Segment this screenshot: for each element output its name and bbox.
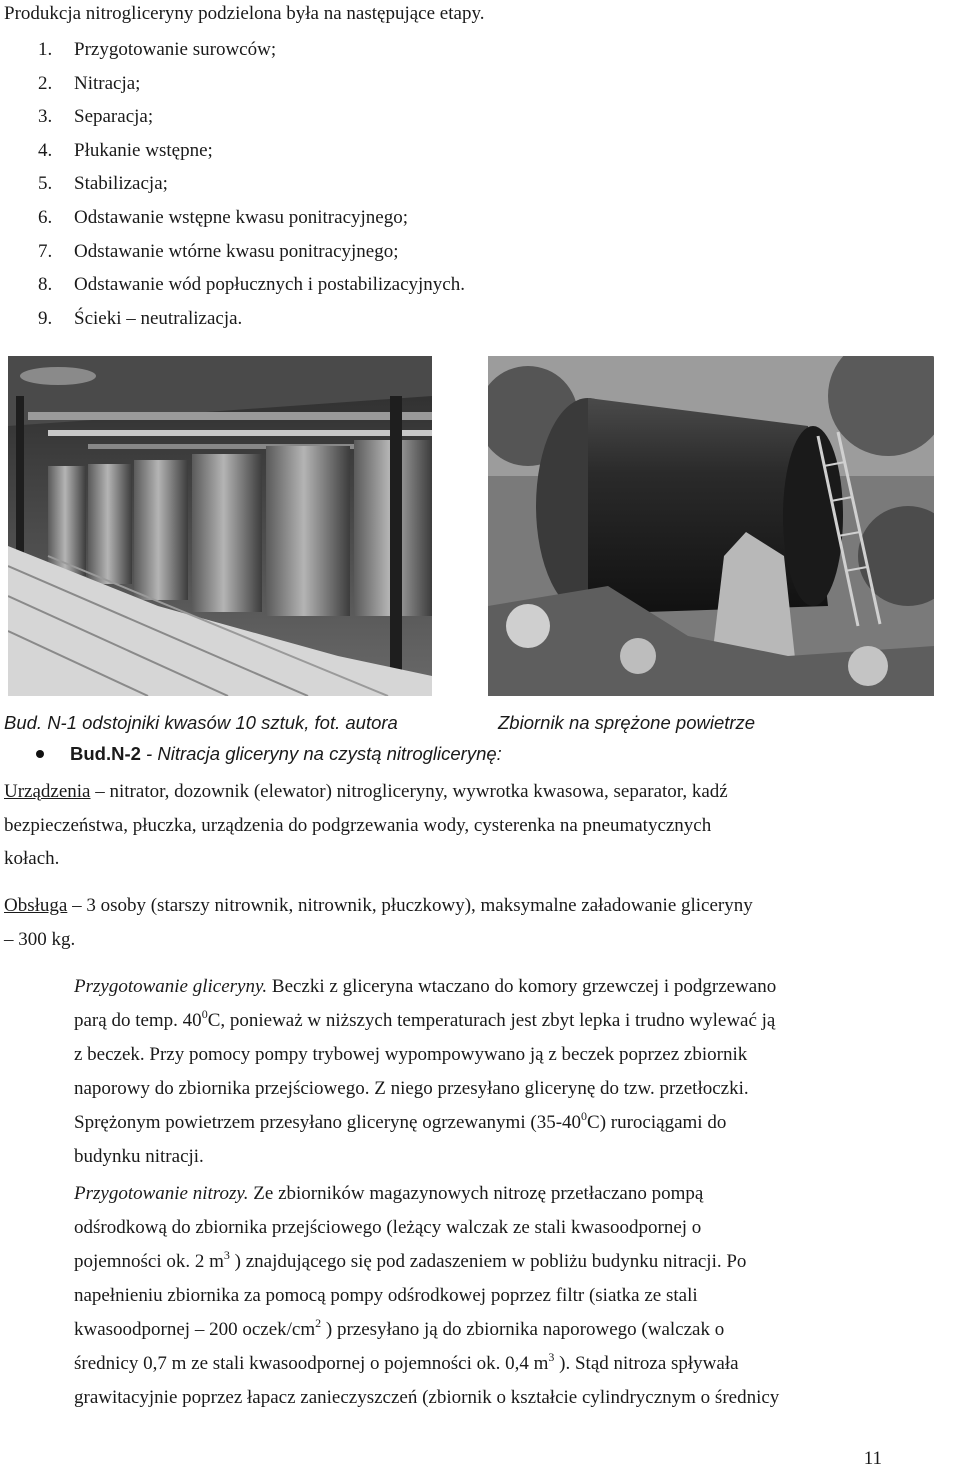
bullet-icon bbox=[36, 750, 44, 758]
photo-air-tank bbox=[488, 356, 934, 696]
section-heading: Bud.N-2 - Nitracja gliceryny na czystą nitroglicerynę: bbox=[36, 741, 502, 768]
devices-label: Urządzenia bbox=[4, 781, 91, 802]
list-item: 5. Stabilizacja; bbox=[38, 173, 168, 195]
nitroza-title: Przygotowanie nitrozy. bbox=[74, 1183, 249, 1204]
list-item: 6. Odstawanie wstępne kwasu ponitracyjnego; bbox=[38, 206, 408, 228]
nitroza-paragraph: Przygotowanie nitrozy. Ze zbiorników magazynowych nitrozę przetłaczano pompą odśrodkową do zbiornika przejściowego (leżący walczak ze stali kwasoodpornej o pojemności ok. 2 $m^3$ ) znajdującego się pod zadaszeniem w pobliżu budynku nitracji. Po napełnieniu zbiornika za pomocą pompy odśrodkowej poprzez filtr (siatka ze stali kwasoodpornej – 200 oczek/$cm^2$ ) przesyłano ją do zbiornika naporowego (walczak o średnicy 0,7 m ze stali kwasoodpornej o pojemności ok. 0,4 $m^3$ ). Stąd nitroza spływała grawitacyjnie poprzez łapacz zanieczyszczeń (zbiornik o kształcie cylindrycznym o średnicy bbox=[74, 1183, 780, 1408]
photo-acid-settlers-image bbox=[8, 356, 432, 696]
intro-text: Produkcja nitrogliceryny podzielona była na następujące etapy. bbox=[4, 3, 485, 24]
devices-paragraph: Urządzenia – nitrator, dozownik (elewator) nitrogliceryny, wywrotka kwasowa, separator, kadź bezpieczeństwa, płuczka, urządzenia do podgrzewania wody, cysterenka na pneumatycznych kołach. bbox=[4, 781, 728, 869]
caption-left: Bud. N-1 odstojniki kwasów 10 sztuk, fot. autora bbox=[4, 712, 398, 733]
steps-list bbox=[0, 33, 465, 335]
page-number: 11 bbox=[863, 1448, 882, 1469]
list-item: 1. Przygotowanie surowców; bbox=[38, 39, 277, 60]
list-item: 3. Separacja; bbox=[38, 106, 154, 128]
building-code: Bud.N-2 bbox=[70, 743, 141, 764]
list-item: 4. Płukanie wstępne; bbox=[38, 139, 213, 161]
glycerin-paragraph: Przygotowanie gliceryny. Beczki z gliceryna wtaczano do komory grzewczej i podgrzewano parą do temp. $40^0C$, ponieważ w niższych temperaturach jest zbyt lepka i trudno wylewać ją z beczek. Przy pomocy pompy trybowej wypompowywano ją z beczek poprzez zbiornik naporowy do zbiornika przejściowego. Z niego przesyłano glicerynę do tzw. przetłoczki. Sprężonym powietrzem przesyłano glicerynę ogrzewanymi $(35-40^0C)$ rurociągami do budynku nitracji. bbox=[74, 976, 777, 1167]
list-item: 7. Odstawanie wtórne kwasu ponitracyjnego; bbox=[38, 240, 399, 262]
list-item: 9. Ścieki – neutralizacja. bbox=[38, 307, 243, 329]
service-paragraph: Obsługa – 3 osoby (starszy nitrownik, nitrownik, płuczkowy), maksymalne załadowanie gliceryny – 300 kg. bbox=[4, 895, 753, 950]
caption-right: Zbiornik na sprężone powietrze bbox=[498, 712, 756, 733]
service-label: Obsługa bbox=[4, 895, 68, 916]
list-item: 8. Odstawanie wód popłucznych i postabilizacyjnych. bbox=[38, 274, 465, 296]
section-title: Nitracja gliceryny na czystą nitroglicerynę: bbox=[157, 743, 502, 764]
photo-air-tank-image bbox=[488, 356, 934, 696]
photo-acid-settlers bbox=[8, 356, 432, 696]
list-item: 2. Nitracja; bbox=[38, 72, 141, 94]
glycerin-title: Przygotowanie gliceryny. bbox=[74, 976, 268, 997]
